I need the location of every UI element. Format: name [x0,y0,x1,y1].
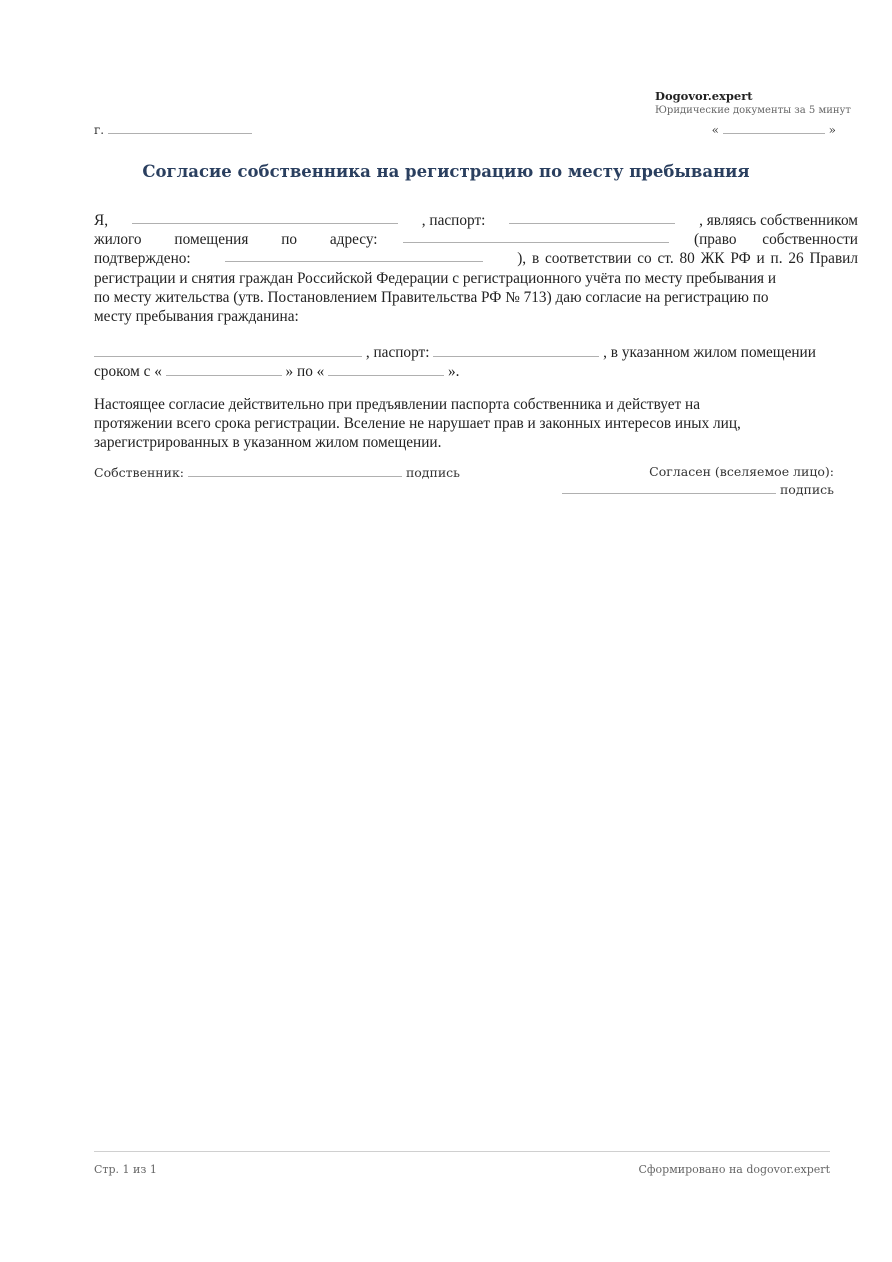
p1-line-6: месту пребывания гражданина: [94,308,299,326]
city-blank[interactable] [108,121,252,134]
text-segment: , паспорт: [421,212,486,229]
date-field [712,121,836,137]
paragraph-owner-statement [94,211,858,326]
date-blank[interactable] [723,121,825,134]
text-segment: » по « [285,363,325,381]
text-segment: , в указанном жилом помещении [603,344,816,361]
address-blank[interactable] [403,230,669,243]
p1-line-1 [94,211,858,230]
text-segment: Я, [94,212,109,229]
paragraph-tenant [94,343,858,381]
place-date-line [94,121,836,139]
text-segment: подтверждено: [94,250,191,268]
date-open-quote: « [711,123,719,137]
owner-signature-label: Собственник: [94,465,184,480]
p2-line-2 [94,362,858,381]
p1-line-2 [94,230,858,249]
end-date-blank[interactable] [328,363,444,376]
text-segment: ». [447,363,460,381]
text-segment: сроком с « [94,363,162,381]
p1-line-5: по месту жительства (утв. Постановлением Правительства РФ № 713) даю согласие на регистрацию по [94,288,769,306]
paragraph-validity [94,395,858,453]
tenant-signature [562,481,834,497]
brand-name: Dogovor.expert [655,89,753,103]
text-segment: ), в соответствии со ст. 80 ЖК РФ и п. 26 Правил [517,250,858,268]
owner-signature-caption: подпись [405,465,460,480]
tenant-signature-blank[interactable] [562,481,776,494]
p1-line-4: регистрации и снятия граждан Российской Федерации с регистрационного учёта по месту пребывания и [94,269,777,287]
text-segment: , паспорт: [365,344,430,361]
text-segment: жилого помещения по адресу: [94,231,378,249]
tenant-passport-blank[interactable] [433,344,599,357]
date-close-quote: » [828,123,836,137]
city-field [94,121,252,137]
brand-block [655,88,851,118]
p3-line-3: зарегистрированных в указанном жилом помещении. [94,434,442,452]
text-segment: , являясь собственником [699,212,858,229]
footer-divider [94,1151,830,1152]
owner-signature-blank[interactable] [188,464,402,477]
page-number: Стр. 1 из 1 [94,1163,157,1176]
tenant-signature-label: Согласен (вселяемое лицо): [649,464,834,479]
p3-line-1: Настоящее согласие действительно при предъявлении паспорта собственника и действует на [94,396,701,413]
owner-name-blank[interactable] [132,211,398,224]
generated-note: Сформировано на dogovor.expert [638,1163,830,1176]
p1-line-3 [94,249,858,268]
document-title: Согласие собственника на регистрацию по месту пребывания [142,162,750,181]
ownership-doc-blank[interactable] [225,249,483,262]
owner-signature [94,464,460,480]
brand-tagline: Юридические документы за 5 минут [655,105,851,116]
start-date-blank[interactable] [166,363,282,376]
city-prefix: г. [94,123,105,137]
p3-line-2: протяжении всего срока регистрации. Вселение не нарушает прав и законных интересов иных лиц, [94,415,741,433]
tenant-signature-caption: подпись [779,482,834,497]
owner-passport-blank[interactable] [509,211,675,224]
text-segment: (право собственности [694,231,858,249]
p2-line-1 [94,343,858,362]
tenant-name-blank[interactable] [94,344,362,357]
